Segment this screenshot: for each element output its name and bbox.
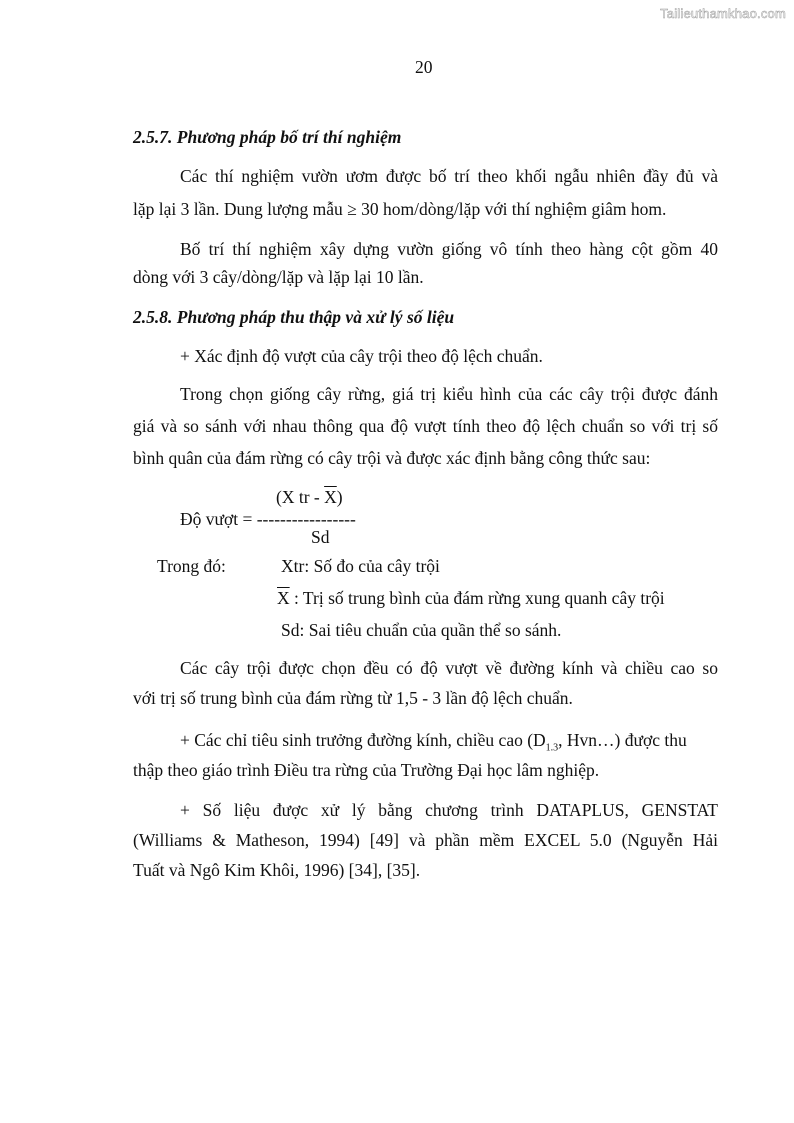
paragraph-line: Trong chọn giống cây rừng, giá trị kiểu hình của các cây trội được đánh [180,384,718,404]
paragraph-line: thập theo giáo trình Điều tra rừng của Trường Đại học lâm nghiệp. [133,760,600,780]
paragraph-line [180,729,718,760]
page-number: 20 [415,57,433,77]
paragraph-line: bình quân của đám rừng có cây trội và được xác định bằng công thức sau: [133,448,651,468]
paragraph-line: Các thí nghiệm vườn ươm được bố trí theo khối ngẫu nhiên đầy đủ và [180,166,718,186]
paragraph-line: với trị số trung bình của đám rừng từ 1,5 - 3 lần độ lệch chuẩn. [133,688,573,708]
paragraph-line: lặp lại 3 lần. Dung lượng mẫu ≥ 30 hom/dòng/lặp với thí nghiệm giâm hom. [133,199,667,219]
paragraph-line: Bố trí thí nghiệm xây dựng vườn giống vô tính theo hàng cột gồm 40 [180,239,718,259]
definition-text: : Trị số trung bình của đám rừng xung quanh cây trội [289,588,665,608]
numerator-text: (X tr - [276,487,325,507]
text [546,729,718,760]
paragraph-line: Các cây trội được chọn đều có độ vượt về đường kính và chiều cao so [180,658,718,678]
paragraph-line: + Số liệu được xử lý bằng chương trình DATAPLUS, GENSTAT [180,800,718,820]
formula-numerator [276,486,343,508]
paragraph-line: + Xác định độ vượt của cây trội theo độ lệch chuẩn. [180,346,543,366]
section-heading-2-5-8: 2.5.8. Phương pháp thu thập và xử lý số liệu [133,307,455,327]
paragraph-line: (Williams & Matheson, 1994) [49] và phần mềm EXCEL 5.0 (Nguyễn Hải [133,830,718,850]
subscript: 1.3 [545,742,559,754]
text: , Hvn…) được thu [558,730,687,750]
formula-lhs: Độ vượt = ----------------- [180,509,356,529]
text: + Các chỉ tiêu sinh trưởng đường kính, chiều cao (D [180,730,546,750]
section-heading-2-5-7: 2.5.7. Phương pháp bố trí thí nghiệm [133,127,402,147]
paragraph-line: Tuất và Ngô Kim Khôi, 1996) [34], [35]. [133,860,421,880]
formula-denominator: Sd [311,527,330,547]
definition-xbar [277,587,665,609]
definition-sd: Sd: Sai tiêu chuẩn của quần thể so sánh. [281,620,562,640]
watermark: Tailieuthamkhao.com [660,6,786,21]
where-label: Trong đó: [157,556,226,576]
paren: ) [336,487,343,507]
paragraph-line: giá và so sánh với nhau thông qua độ vượt tính theo độ lệch chuẩn so với trị số [133,416,718,436]
x-bar: $\overline{X}$ [277,588,290,608]
definition-xtr: Xtr: Số đo của cây trội [281,556,440,576]
x-bar: $\overline{X}$ [324,487,337,507]
paragraph-line: dòng với 3 cây/dòng/lặp và lặp lại 10 lần. [133,267,424,287]
